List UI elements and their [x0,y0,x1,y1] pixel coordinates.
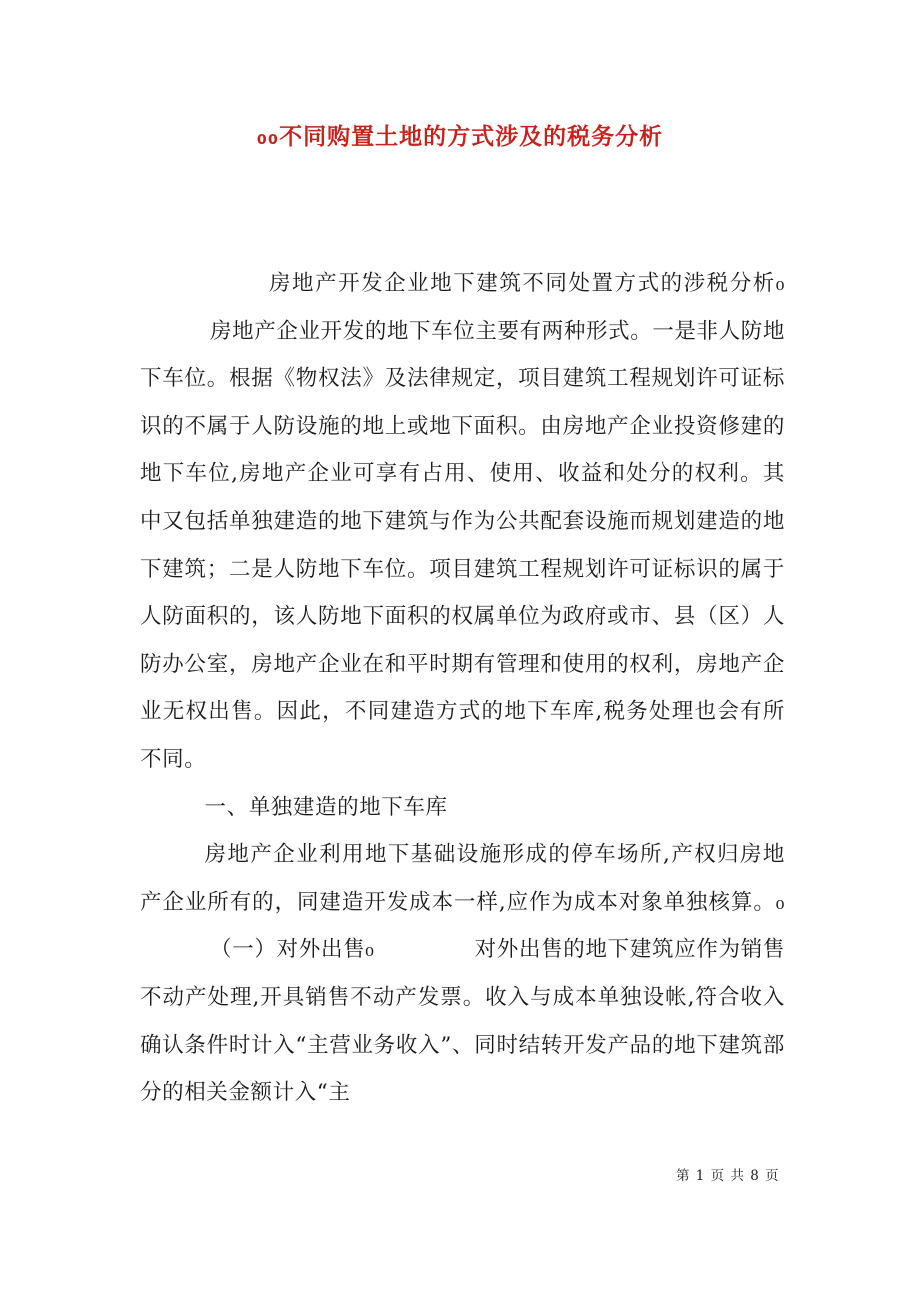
document-title: ₀₀不同购置土地的方式涉及的税务分析 [256,124,664,150]
page-number: 第 1 页 共 8 页 [676,1168,780,1184]
paragraph-2-intro: 房地产企业利用地下基础设施形成的停车场所,产权归房地产企业所有的，同建造开发成本一样,应作为成本对象单独核算。₀ [140,842,785,915]
section-heading-1: 一、单独建造的地下车库 [204,794,448,820]
paragraph-1 [140,260,785,784]
paragraph-2-body: 对外出售的地下建筑应作为销售不动产处理,开具销售不动产发票。收入与成本单独设帐,符合收入确认条件时计入“主营业务收入”、同时结转开发产品的地下建筑部分的相关金额计入“主 [140,937,785,1106]
paragraph-2 [140,831,785,1117]
paragraph-1-intro: 房地产开发企业地下建筑不同处置方式的涉税分析₀ [269,271,785,296]
paragraph-1-body: 房地产企业开发的地下车位主要有两种形式。一是非人防地下车位。根据《物权法》及法律规定，项目建筑工程规划许可证标识的不属于人防设施的地上或地下面积。由房地产企业投资修建的地下车位,房地产企业可享有占用、使用、收益和处分的权利。其中又包括单独建造的地下建筑与作为公共配套设施而规划建造的地下建筑；二是人防地下车位。项目建筑工程规划许可证标识的属于人防面积的，该人防地下面积的权属单位为政府或市、县（区）人防办公室，房地产企业在和平时期有管理和使用的权利，房地产企业无权出售。因此，不同建造方式的地下车库,税务处理也会有所不同。 [140,318,785,772]
paragraph-2-subheading: （一）对外出售₀ [210,937,375,963]
document-body [140,260,785,1117]
